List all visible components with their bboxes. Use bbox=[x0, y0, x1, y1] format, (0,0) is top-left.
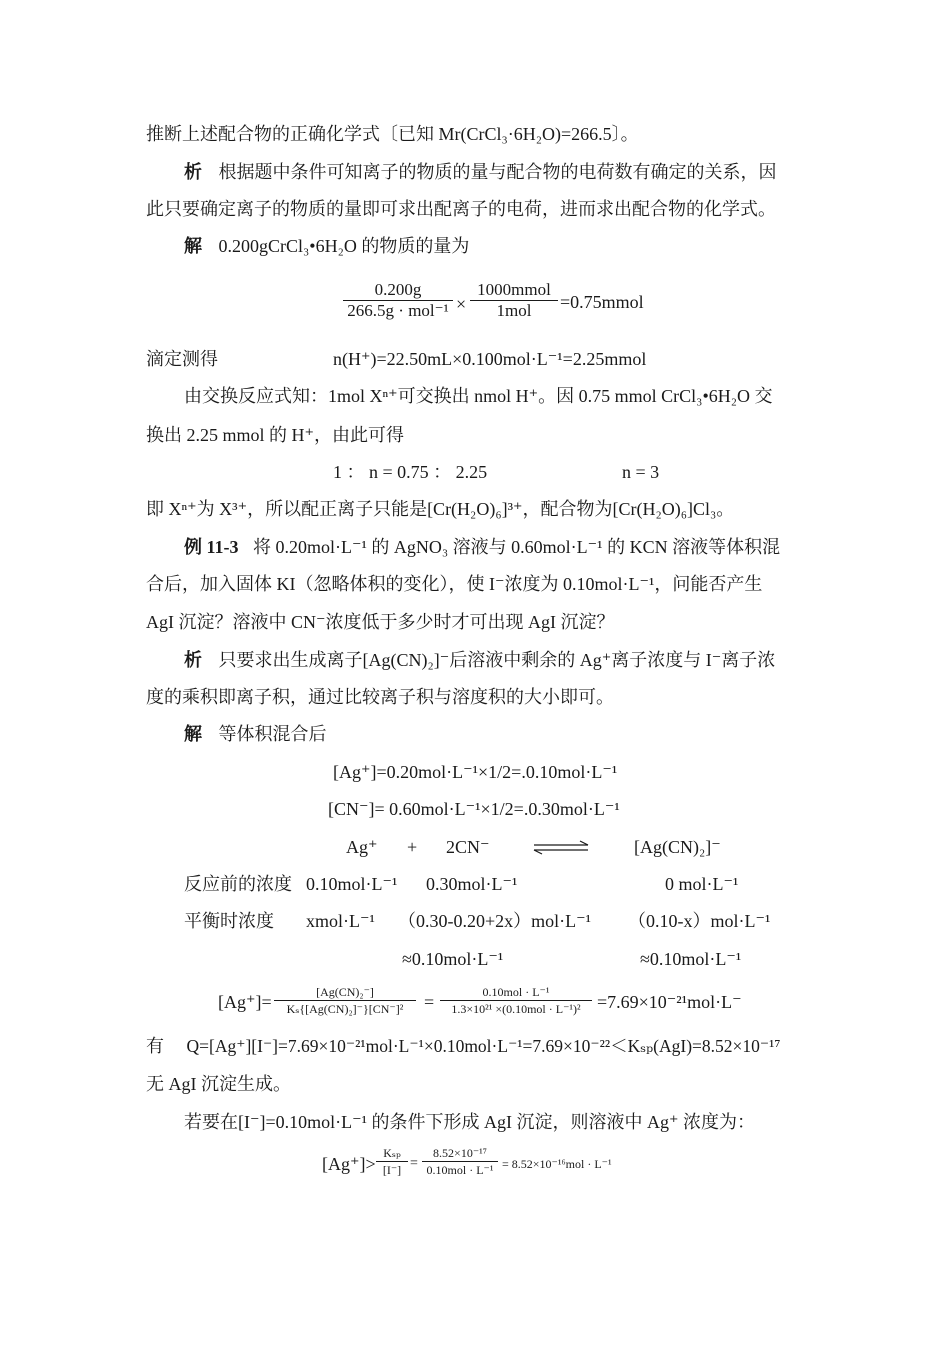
analysis-text: 只要求出生成离子[Ag(CN)₂]⁻后溶液中剩余的 Ag⁺离子浓度与 I⁻离子浓 bbox=[218, 650, 776, 670]
fraction-2b: 0.10mol · L⁻¹ 1.3×10²¹ ×(0.10mol · L⁻¹)² bbox=[440, 984, 592, 1017]
text-line: 推断上述配合物的正确化学式〔已知 Mr(CrCl₃·6H₂O)=266.5〕。 bbox=[146, 124, 639, 144]
text-line: 滴定测得 bbox=[146, 349, 218, 369]
ratio-result: n = 3 bbox=[622, 462, 660, 482]
text-line: 此只要确定离子的物质的量即可求出配离子的电荷，进而求出配合物的化学式。 bbox=[146, 199, 776, 219]
equilibrium-arrow-icon bbox=[532, 840, 590, 856]
fraction-1b: 1000mmol 1mol bbox=[470, 280, 558, 321]
solution-label: 解 bbox=[184, 724, 202, 744]
formula-result: = 8.52×10⁻¹⁶mol · L⁻¹ bbox=[502, 1157, 612, 1171]
times-sign: × bbox=[456, 294, 467, 314]
solution-label: 解 bbox=[184, 236, 202, 256]
approx-cn: ≈0.10mol·L⁻¹ bbox=[402, 949, 504, 969]
text-line: 由交换反应式知：1mol Xⁿ⁺可交换出 nmol H⁺。因 0.75 mmol CrCl₃•6H₂O 交 bbox=[184, 386, 773, 406]
text-line: 若要在[I⁻]=0.10mol·L⁻¹ 的条件下形成 AgI 沉淀，则溶液中 Ag⁺ 浓度为： bbox=[184, 1112, 756, 1132]
analysis-label: 析 bbox=[184, 650, 202, 670]
text-line: 合后，加入固体 KI（忽略体积的变化），使 I⁻浓度为 0.10mol·L⁻¹，问能否产生 bbox=[146, 574, 763, 594]
fraction-1a: 0.200g 266.5g · mol⁻¹ bbox=[343, 280, 453, 321]
analysis-text: 根据题中条件可知离子的物质的量与配合物的电荷数有确定的关系，因 bbox=[218, 162, 777, 182]
text-line: 度的乘积即离子积，通过比较离子积与溶度积的大小即可。 bbox=[146, 687, 614, 707]
have-label: 有 bbox=[146, 1036, 164, 1056]
text-line bbox=[146, 1035, 781, 1057]
conc-cn: 0.30mol·L⁻¹ bbox=[426, 874, 518, 894]
reactant-cn: 2CN⁻ bbox=[446, 837, 490, 857]
formula-lhs: [Ag⁺]> bbox=[322, 1154, 376, 1174]
equals-sign: = bbox=[424, 992, 435, 1012]
example-label: 例 11-3 bbox=[184, 537, 239, 557]
equation: [CN⁻]= 0.60mol·L⁻¹×1/2=.0.30mol·L⁻¹ bbox=[328, 799, 620, 819]
text-line bbox=[184, 161, 777, 183]
example-text: 将 0.20mol·L⁻¹ 的 AgNO₃ 溶液与 0.60mol·L⁻¹ 的 KCN 溶液等体积混 bbox=[253, 537, 781, 557]
equation: [Ag⁺]=0.20mol·L⁻¹×1/2=.0.10mol·L⁻¹ bbox=[333, 762, 618, 782]
approx-complex: ≈0.10mol·L⁻¹ bbox=[640, 949, 742, 969]
plus-sign: + bbox=[407, 837, 418, 857]
formula-result: =7.69×10⁻²¹mol·L⁻ bbox=[597, 992, 742, 1012]
analysis-label: 析 bbox=[184, 162, 202, 182]
ratio: 1 ： n = 0.75 ： 2.25 bbox=[333, 462, 488, 482]
ion-product-eq: Q=[Ag⁺][I⁻]=7.69×10⁻²¹mol·L⁻¹×0.10mol·L⁻¹=7.69×10⁻²²＜Kₛₚ(AgI)=8.52×10⁻¹⁷ bbox=[186, 1036, 781, 1056]
text-line: 即 Xⁿ⁺为 X³⁺，所以配正离子只能是[Cr(H₂O)₆]³⁺，配合物为[Cr(H₂O)₆]Cl₃。 bbox=[146, 499, 735, 519]
conc-ag: 0.10mol·L⁻¹ bbox=[306, 874, 398, 894]
row-label: 平衡时浓度 bbox=[184, 911, 274, 931]
conc-cn: （0.30-0.20+2x）mol·L⁻¹ bbox=[398, 911, 592, 931]
text-line bbox=[184, 235, 469, 257]
row-label: 反应前的浓度 bbox=[184, 874, 292, 894]
formula-result: =0.75mmol bbox=[560, 292, 644, 312]
text-line bbox=[184, 723, 327, 745]
solution-text: 0.200gCrCl₃•6H₂O 的物质的量为 bbox=[218, 236, 470, 256]
equals-sign: = bbox=[410, 1156, 418, 1171]
fraction-3a: Kₛₚ [I⁻] bbox=[376, 1145, 408, 1178]
conc-complex: （0.10-x）mol·L⁻¹ bbox=[628, 911, 771, 931]
fraction-3b: 8.52×10⁻¹⁷ 0.10mol · L⁻¹ bbox=[422, 1145, 498, 1178]
reactant-ag: Ag⁺ bbox=[346, 837, 378, 857]
formula-lhs: [Ag⁺]= bbox=[218, 992, 272, 1012]
fraction-2a: [Ag(CN)₂⁻] Kₛ{[Ag(CN)₂]⁻}[CN⁻]² bbox=[274, 984, 416, 1017]
text-line bbox=[184, 536, 780, 558]
equation: n(H⁺)=22.50mL×0.100mol·L⁻¹=2.25mmol bbox=[333, 349, 647, 369]
text-line: AgI 沉淀？溶液中 CN⁻浓度低于多少时才可出现 AgI 沉淀？ bbox=[146, 612, 615, 632]
product-complex: [Ag(CN)₂]⁻ bbox=[634, 837, 721, 857]
conc-ag: xmol·L⁻¹ bbox=[306, 911, 375, 931]
solution-text: 等体积混合后 bbox=[218, 724, 327, 744]
text-line: 换出 2.25 mmol 的 H⁺，由此可得 bbox=[146, 425, 405, 445]
text-line: 无 AgI 沉淀生成。 bbox=[146, 1074, 291, 1094]
conc-complex: 0 mol·L⁻¹ bbox=[665, 874, 739, 894]
text-line bbox=[184, 649, 775, 671]
